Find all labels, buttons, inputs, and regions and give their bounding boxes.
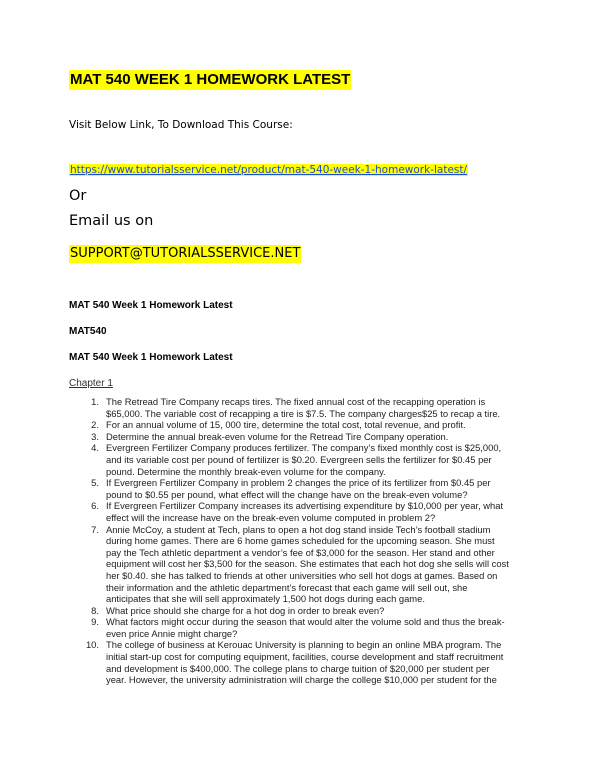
question-text-line: The college of business at Kerouac University is planning to begin an online MBA program. The [106,639,502,651]
question-text-line: during home games. There are 6 home games scheduled for the upcoming season. She must [106,535,495,547]
question-item [69,639,539,685]
question-number: 6. [91,500,99,512]
question-text-line: and its variable cost per pound of fertilizer is $0.20. Evergreen sells the fertilizer for $0.45 per [106,453,492,465]
question-text-line: pound to $0.55 per pound, what effect will the change have on the break-even volume? [106,488,468,500]
question-text-line: and development is $400,000. The college plans to charge tuition of $20,000 per student per [106,662,490,674]
question-text-line: effect will the increase have on the break-even volume computed in problem 2? [106,511,436,523]
question-number: 4. [91,442,99,454]
course-link[interactable]: https://www.tutorialsservice.net/product/mat-540-week-1-homework-latest/ [70,164,468,176]
question-text-line: Annie McCoy, a student at Tech, plans to open a hot dog stand inside Tech’s football stadium [106,523,491,535]
question-number: 5. [91,477,99,489]
question-number: 3. [91,430,99,442]
question-number: 9. [91,616,99,628]
question-text-line: For an annual volume of 15, 000 tire, determine the total cost, total revenue, and profit. [106,419,466,431]
visit-text: Visit Below Link, To Download This Course: [69,119,293,131]
support-email[interactable]: SUPPORT@TUTORIALSSERVICE.NET [70,246,301,261]
chapter-heading: Chapter 1 [69,378,113,389]
question-text-line: What price should she charge for a hot dog in order to break even? [106,604,385,616]
question-text-line: anticipates that she will sell approximately 1,500 hot dogs during each game. [106,593,425,605]
question-list [69,396,539,686]
question-item [69,500,539,523]
question-text-line: equipment will cost her $3,500 for the season. She estimates that each hot dog she sells will cost [106,558,509,570]
question-number: 10. [85,639,99,651]
question-number: 2. [91,419,99,431]
email-label: Email us on [69,213,154,229]
question-number: 8. [91,604,99,616]
or-text: Or [69,188,87,204]
question-text-line: their information and the athletic department’s forecast that each game will sell out, she [106,581,468,593]
heading-course-title-repeat: MAT 540 Week 1 Homework Latest [69,352,233,363]
question-number: 7. [91,523,99,535]
question-text-line: If Evergreen Fertilizer Company in problem 2 changes the price of its fertilizer from $0.45 per [106,477,491,489]
question-item [69,616,539,639]
question-number: 1. [91,396,99,407]
question-text-line: $65,000. The variable cost of recapping a tire is $7.5. The company charges$25 to recap a tire. [106,407,501,419]
question-text-line: Evergreen Fertilizer Company produces fertilizer. The company’s fixed monthly cost is $25,000, [106,442,502,454]
question-item [69,431,539,443]
question-text-line: year. However, the university administration will charge the college $10,000 per student for the [106,674,497,686]
question-item [69,605,539,617]
question-item [69,419,539,431]
question-item [69,524,539,605]
question-text-line: Determine the annual break-even volume for the Retread Tire Company operation. [106,430,449,442]
question-text-line: even price Annie might charge? [106,627,238,639]
question-text-line: If Evergreen Fertilizer Company increases its advertising expenditure by $10,000 per year, what [106,500,504,512]
question-text-line: her $0.40. she has talked to friends at other universities who sell hot dogs at games. Based on [106,569,498,581]
heading-course-title: MAT 540 Week 1 Homework Latest [69,300,233,311]
question-text-line: pound. Determine the monthly break-even volume for the company. [106,465,386,477]
question-text-line: What factors might occur during the season that would alter the volume sold and thus the break- [106,616,505,628]
question-item [69,477,539,500]
question-text-line: pay the Tech athletic department a vendor’s fee of $3,000 for the season. Her stand and other [106,546,495,558]
document-title: MAT 540 WEEK 1 HOMEWORK LATEST [70,71,351,88]
question-text-line: The Retread Tire Company recaps tires. The fixed annual cost of the recapping operation is [106,396,486,407]
question-item [69,442,539,477]
heading-course-code: MAT540 [69,326,107,337]
question-item [69,396,539,419]
question-text-line: initial start-up cost for computing equipment, facilities, course development and staff recruitment [106,651,504,663]
